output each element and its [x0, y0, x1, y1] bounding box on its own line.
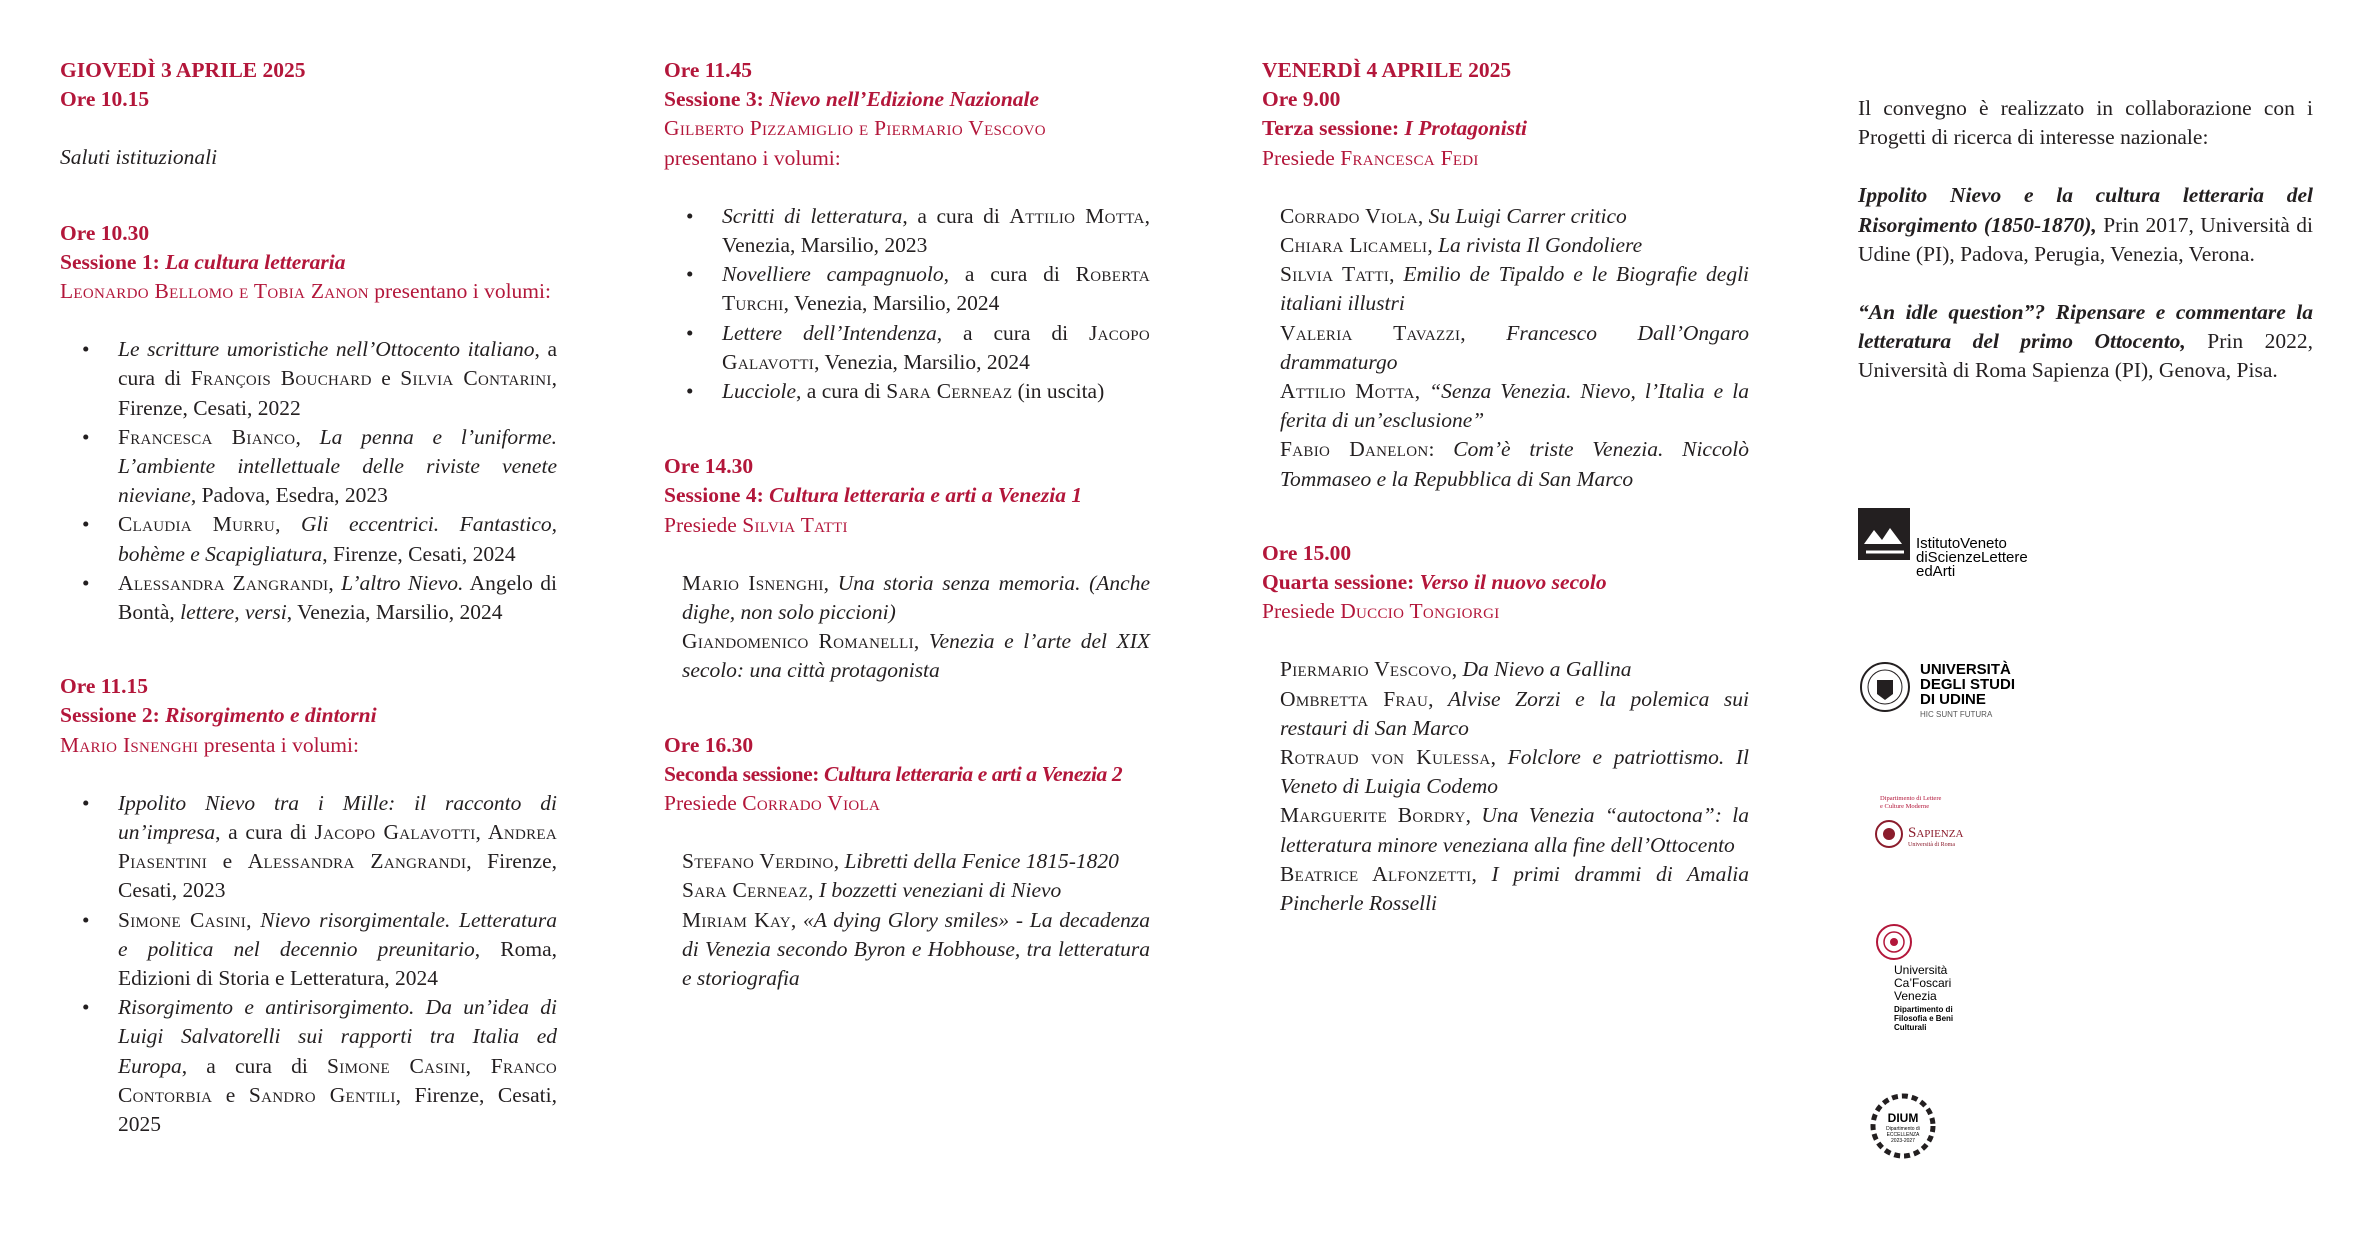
book-author: Alessandra Zangrandi — [247, 849, 467, 874]
session-prefix: Sessione 1: — [60, 249, 166, 274]
session-title — [664, 760, 1150, 789]
session-time: Ore 15.00 — [1262, 540, 1352, 565]
udine-line2: DEGLI STUDI — [1920, 676, 2016, 693]
session-chair — [1262, 597, 1749, 626]
book-author: Simone Casini, Franco Contorbia — [118, 1053, 557, 1107]
book-author: Simone Casini — [118, 907, 247, 932]
talk-title: Su Luigi Carrer critico — [1428, 203, 1627, 228]
book-list — [60, 789, 557, 1139]
book-author: Francesca Bianco — [118, 424, 296, 449]
ivsla-line3: edArti — [1916, 563, 1956, 580]
book-text: , a cura di — [796, 379, 887, 404]
talk-list — [1262, 655, 1749, 918]
book-author: Sandro Gentili — [248, 1082, 396, 1107]
book-text: e — [212, 1082, 249, 1107]
book-text: , Padova, Esedra, 2023 — [190, 483, 388, 508]
talk-item: Mario Isnenghi, Una storia senza memoria. (Anche dighe, non solo piccioni) — [682, 570, 1150, 625]
project-2 — [1858, 298, 2313, 386]
talk-speaker: Fabio Danelon — [1280, 437, 1429, 462]
column-day1-afternoon — [664, 56, 1150, 993]
talk-speaker: Giandomenico Romanelli — [682, 629, 914, 654]
project-details: Prin 2022, Università di Roma Sapienza (PI), Genova, Pisa. — [1858, 329, 2313, 383]
dium-laurel-icon — [1858, 1092, 2058, 1162]
book-item — [118, 569, 557, 627]
book-author: Jacopo Galavotti, Andrea Piasentini — [118, 820, 558, 874]
sapienza-sub: Università di Roma — [1908, 842, 1955, 848]
dium-sub2: ECCELLENZA — [1886, 1132, 1920, 1138]
book-text: , — [275, 512, 301, 537]
book-title: Lucciole — [722, 379, 797, 404]
greetings: Saluti istituzionali — [60, 145, 218, 170]
book-text: , Firenze, Cesati, 2022 — [118, 366, 558, 420]
talk-item: Sara Cerneaz, I bozzetti veneziani di Nievo — [682, 878, 1062, 903]
book-item — [118, 993, 557, 1139]
book-text: , — [328, 570, 342, 595]
talk-speaker: Valeria Tavazzi — [1280, 320, 1461, 345]
session-title — [60, 248, 557, 277]
book-text: e — [207, 849, 248, 874]
book-text: , — [246, 907, 261, 932]
session-time: Ore 9.00 — [1262, 87, 1341, 112]
book-text: , Venezia, Marsilio, 2023 — [722, 203, 1150, 258]
day2-date: VENERDÌ 4 APRILE 2025 — [1262, 58, 1512, 82]
udine-logo — [1858, 656, 2058, 720]
talk-item: Corrado Viola, Su Luigi Carrer critico — [1280, 203, 1627, 228]
cafoscari-logo — [1858, 922, 2058, 1032]
talk-speaker: Sara Cerneaz — [682, 878, 809, 903]
talk-item: Giandomenico Romanelli, Venezia e l’arte del XIX secolo: una città protagonista — [682, 629, 1150, 683]
talk-title: Francesco Dall’Ongaro drammaturgo — [1280, 320, 1749, 374]
presenters-suffix: presenta i volumi: — [198, 732, 359, 757]
book-title: Scritti di letteratura — [722, 203, 903, 228]
book-author: François Bouchard — [190, 366, 372, 391]
opening-time: Ore 10.15 — [60, 87, 150, 112]
book-title: La penna e l’uniforme. L’ambiente intellettuale delle riviste venete nieviane — [118, 424, 557, 508]
book-text: , a cura di — [936, 320, 1089, 345]
book-item — [118, 906, 557, 994]
book-text: , a cura di — [215, 820, 315, 845]
talk-speaker: Corrado Viola — [1280, 203, 1418, 228]
sapienza-dept2: e Culture Moderne — [1880, 803, 1930, 810]
session-prefix: Seconda sessione: — [664, 761, 825, 786]
sapienza-name: Sapienza — [1908, 825, 1964, 841]
talk-item: Attilio Motta, “Senza Venezia. Nievo, l’Italia e la ferita di un’esclusione” — [1280, 379, 1749, 433]
book-author: Jacopo Galavotti — [722, 320, 1151, 374]
chair-prefix: Presiede — [1262, 599, 1341, 624]
book-text: , Roma, Edizioni di Storia e Letteratura, 2024 — [118, 936, 558, 991]
talk-speaker: Beatrice Alfonzetti — [1280, 861, 1472, 886]
book-author: Roberta Turchi — [722, 262, 1150, 316]
session-prefix: Quarta sessione: — [1262, 570, 1420, 595]
talk-item: Ombretta Frau, Alvise Zorzi e la polemica sui restauri di San Marco — [1280, 686, 1749, 740]
talk-item: Marguerite Bordry, Una Venezia “autoctona”: la letteratura minore veneziana alla fine dell’Ottocento — [1280, 803, 1749, 857]
session-title-text: La cultura letteraria — [165, 249, 346, 274]
talk-item: Fabio Danelon: Com’è triste Venezia. Niccolò Tommaseo e la Repubblica di San Marco — [1280, 437, 1749, 491]
session-time: Ore 16.30 — [664, 732, 754, 757]
talk-item: Silvia Tatti, Emilio de Tipaldo e le Biografie degli italiani illustri — [1280, 262, 1750, 316]
session-title — [60, 701, 557, 730]
chair-name: Corrado Viola — [742, 791, 881, 816]
talk-item: Valeria Tavazzi, Francesco Dall’Ongaro drammaturgo — [1280, 320, 1749, 374]
talk-title: Da Nievo a Gallina — [1462, 657, 1632, 682]
talk-list — [664, 569, 1150, 686]
talk-item: Miriam Kay, «A dying Glory smiles» - La decadenza di Venezia secondo Byron e Hobhouse, tra letteratura e storiografia — [682, 907, 1150, 991]
book-text: (in uscita) — [1012, 379, 1105, 404]
presenters-suffix: presentano i volumi: — [368, 279, 551, 304]
talk-list — [1262, 202, 1749, 494]
talk-item: Beatrice Alfonzetti, I primi drammi di Amalia Pincherle Rosselli — [1280, 861, 1750, 916]
talk-speaker: Chiara Licameli — [1280, 233, 1428, 258]
book-title: Novelliere campagnuolo — [722, 262, 944, 287]
book-text: , a cura di — [943, 262, 1076, 287]
talk-title: Venezia e l’arte del XIX secolo: una città protagonista — [682, 629, 1150, 683]
book-text: , — [295, 424, 320, 449]
session-chair — [664, 789, 1150, 818]
dium-sub3: 2023-2027 — [1891, 1138, 1915, 1144]
session-title-text: Cultura letteraria e arti a Venezia 1 — [769, 483, 1083, 508]
book-title: Gli eccentrici. Fantastico, bohème e Scapigliatura — [118, 512, 557, 566]
session-prefix: Sessione 2: — [60, 703, 166, 728]
book-text: , a cura di — [181, 1053, 328, 1078]
presenters-names: Gilberto Pizzamiglio e Piermario Vescovo — [664, 116, 1046, 141]
book-author: Sara Cerneaz — [886, 379, 1013, 404]
column-info — [1858, 94, 2313, 386]
book-item — [722, 260, 1150, 318]
talk-speaker: Silvia Tatti — [1280, 262, 1390, 287]
session-5 — [664, 731, 1150, 994]
session-4 — [664, 452, 1150, 685]
presenters-names: Mario Isnenghi — [60, 732, 199, 757]
book-item — [118, 423, 557, 511]
book-text: , Venezia, Marsilio, 2024 — [783, 291, 1000, 316]
book-text: , Firenze, Cesati, 2023 — [118, 849, 557, 903]
project-details: Prin 2017, Università di Udine (PI), Padova, Perugia, Venezia, Verona. — [1858, 212, 2314, 266]
chair-name: Duccio Tongiorgi — [1340, 599, 1500, 624]
talk-title: I bozzetti veneziani di Nievo — [818, 878, 1062, 903]
talk-item: Piermario Vescovo, Da Nievo a Gallina — [1280, 657, 1632, 682]
cafoscari-seal-icon — [1858, 922, 2058, 1032]
session-time: Ore 10.30 — [60, 220, 150, 245]
book-text: , Firenze, Cesati, 2025 — [118, 1082, 557, 1137]
dium-sub1: Dipartimento di — [1886, 1126, 1920, 1132]
session-title — [1262, 568, 1749, 597]
book-item — [722, 202, 1150, 260]
talk-speaker: Ombretta Frau — [1280, 686, 1429, 711]
session-title-text: I Protagonisti — [1404, 116, 1527, 141]
book-text: , a cura di — [118, 337, 558, 391]
udine-seal-icon — [1858, 656, 2058, 720]
session-title — [664, 85, 1150, 114]
talk-title: Com’è triste Venezia. Niccolò Tommaseo e la Repubblica di San Marco — [1280, 437, 1749, 491]
cafoscari-dept2: Filosofia e Beni — [1894, 1014, 1954, 1023]
collaboration-intro: Il convegno è realizzato in collaborazione con i Progetti di ricerca di interesse nazionale: — [1858, 96, 2313, 150]
chair-prefix: Presiede — [664, 512, 743, 537]
book-title: lettere, versi — [180, 600, 287, 625]
session-presenters — [60, 731, 557, 760]
session-chair — [664, 511, 1150, 540]
cafoscari-line2: Ca’Foscari — [1894, 976, 1952, 990]
talk-title: Emilio de Tipaldo e le Biografie degli italiani illustri — [1280, 262, 1750, 316]
day2-session-2 — [1262, 539, 1749, 918]
chair-prefix: Presiede — [664, 791, 743, 816]
sapienza-logo — [1858, 792, 2058, 856]
ivsla-emblem-icon — [1858, 504, 2058, 594]
sapienza-dept1: Dipartimento di Lettere — [1880, 795, 1942, 802]
talk-title: «A dying Glory smiles» - La decadenza di Venezia secondo Byron e Hobhouse, tra letteratura e storiografia — [682, 907, 1150, 991]
talk-speaker: Attilio Motta — [1280, 379, 1415, 404]
cafoscari-dept1: Dipartimento di — [1894, 1005, 1953, 1014]
column-day1-morning — [60, 56, 557, 1139]
talk-speaker: Miriam Kay — [682, 907, 791, 932]
presenters-suffix: presentano i volumi: — [664, 145, 841, 170]
chair-name: Francesca Fedi — [1340, 145, 1479, 170]
day2-session-1 — [1262, 56, 1749, 494]
session-title-text: Cultura letteraria e arti a Venezia 2 — [824, 761, 1123, 786]
book-list — [664, 202, 1150, 406]
book-text: , Venezia, Marsilio, 2024 — [814, 349, 1030, 374]
book-title: Le scritture umoristiche nell’Ottocento italiano — [118, 337, 535, 362]
session-presenters — [60, 277, 557, 306]
book-text: , a cura di — [902, 203, 1010, 228]
session-time: Ore 11.45 — [664, 58, 752, 82]
talk-title: “Senza Venezia. Nievo, l’Italia e la ferita di un’esclusione” — [1280, 379, 1749, 433]
session-title — [1262, 114, 1749, 143]
talk-title: Folclore e patriottismo. Il Veneto di Luigia Codemo — [1280, 745, 1749, 799]
book-title: Lettere dell’Intendenza — [722, 320, 937, 345]
book-item — [722, 377, 1150, 406]
book-item — [722, 319, 1150, 377]
sapienza-seal-icon — [1858, 792, 2058, 856]
book-author: Claudia Murru — [118, 512, 276, 537]
talk-speaker: Mario Isnenghi — [682, 570, 824, 595]
talk-speaker: Marguerite Bordry — [1280, 803, 1466, 828]
session-prefix: Sessione 4: — [664, 483, 770, 508]
chair-prefix: Presiede — [1262, 145, 1341, 170]
ivsla-logo — [1858, 504, 2058, 594]
cafoscari-line3: Venezia — [1894, 989, 1937, 1003]
udine-line3: DI UDINE — [1920, 691, 1986, 708]
presenters-names: Leonardo Bellomo e Tobia Zanon — [60, 279, 369, 304]
session-time: Ore 11.15 — [60, 674, 148, 699]
talk-list — [664, 847, 1150, 993]
book-list — [60, 335, 557, 627]
book-item — [118, 335, 557, 423]
project-title: “An idle question”? Ripensare e commentare la letteratura del primo Ottocento, — [1858, 300, 2313, 354]
book-item — [118, 510, 557, 568]
day1-date: GIOVEDÌ 3 APRILE 2025 — [60, 58, 306, 82]
session-title-text: Nievo nell’Edizione Nazionale — [769, 87, 1040, 112]
talk-title: Alvise Zorzi e la polemica sui restauri di San Marco — [1280, 686, 1749, 740]
book-item — [118, 789, 557, 906]
session-2 — [60, 672, 557, 1139]
session-time: Ore 14.30 — [664, 454, 754, 479]
book-author: Silvia Contarini — [400, 366, 552, 391]
session-prefix: Sessione 3: — [664, 87, 770, 112]
talk-item: Rotraud von Kulessa, Folclore e patriottismo. Il Veneto di Luigia Codemo — [1280, 745, 1749, 799]
talk-item: Stefano Verdino, Libretti della Fenice 1815-1820 — [682, 849, 1119, 874]
dium-logo — [1858, 1092, 2058, 1162]
session-title-text: Risorgimento e dintorni — [165, 703, 377, 728]
talk-title: Libretti della Fenice 1815-1820 — [844, 849, 1119, 874]
talk-title: I primi drammi di Amalia Pincherle Rosselli — [1280, 861, 1750, 916]
talk-item: Chiara Licameli, La rivista Il Gondoliere — [1280, 233, 1643, 258]
udine-motto: HIC SUNT FUTURA — [1920, 710, 1993, 719]
talk-title: Una Venezia “autoctona”: la letteratura minore veneziana alla fine dell’Ottocento — [1280, 803, 1749, 857]
session-1 — [60, 219, 557, 628]
session-title-text: Verso il nuovo secolo — [1419, 570, 1607, 595]
talk-speaker: Piermario Vescovo — [1280, 657, 1452, 682]
cafoscari-line1: Università — [1894, 963, 1948, 977]
talk-title: La rivista Il Gondoliere — [1438, 233, 1643, 258]
session-title — [664, 481, 1150, 510]
dium-name: DIUM — [1887, 1111, 1919, 1125]
udine-line1: UNIVERSITÀ — [1920, 661, 2011, 678]
project-title: Ippolito Nievo e la cultura letteraria del Risorgimento (1850-1870), — [1858, 183, 2313, 237]
chair-name: Silvia Tatti — [742, 512, 848, 537]
book-text: Angelo di Bontà, — [118, 570, 558, 625]
project-1 — [1858, 181, 2313, 269]
session-3 — [664, 56, 1150, 406]
column-day2 — [1262, 56, 1749, 918]
cafoscari-dept3: Culturali — [1894, 1023, 1927, 1032]
talk-speaker: Rotraud von Kulessa — [1280, 745, 1491, 770]
book-author: Alessandra Zangrandi — [118, 570, 329, 595]
ivsla-line1: IstitutoVeneto — [1916, 535, 2007, 552]
book-text: , Venezia, Marsilio, 2024 — [286, 600, 503, 625]
talk-title: Una storia senza memoria. (Anche dighe, non solo piccioni) — [682, 570, 1150, 625]
talk-speaker: Stefano Verdino — [682, 849, 834, 874]
book-author: Attilio Motta — [1009, 203, 1145, 228]
book-text: , Firenze, Cesati, 2024 — [322, 541, 516, 566]
book-title: L’altro Nievo. — [341, 570, 464, 595]
book-text: e — [371, 366, 401, 391]
book-title: Ippolito Nievo tra i Mille: il racconto di un’impresa — [118, 790, 557, 845]
book-title: Risorgimento e antirisorgimento. Da un’idea di Luigi Salvatorelli sui rapporti tra Italia ed Europa — [118, 995, 557, 1078]
ivsla-line2: diScienzeLettere — [1916, 549, 2028, 566]
session-prefix: Terza sessione: — [1262, 116, 1405, 141]
session-chair — [1262, 144, 1749, 173]
book-title: Nievo risorgimentale. Letteratura e politica nel decennio preunitario — [118, 907, 558, 961]
